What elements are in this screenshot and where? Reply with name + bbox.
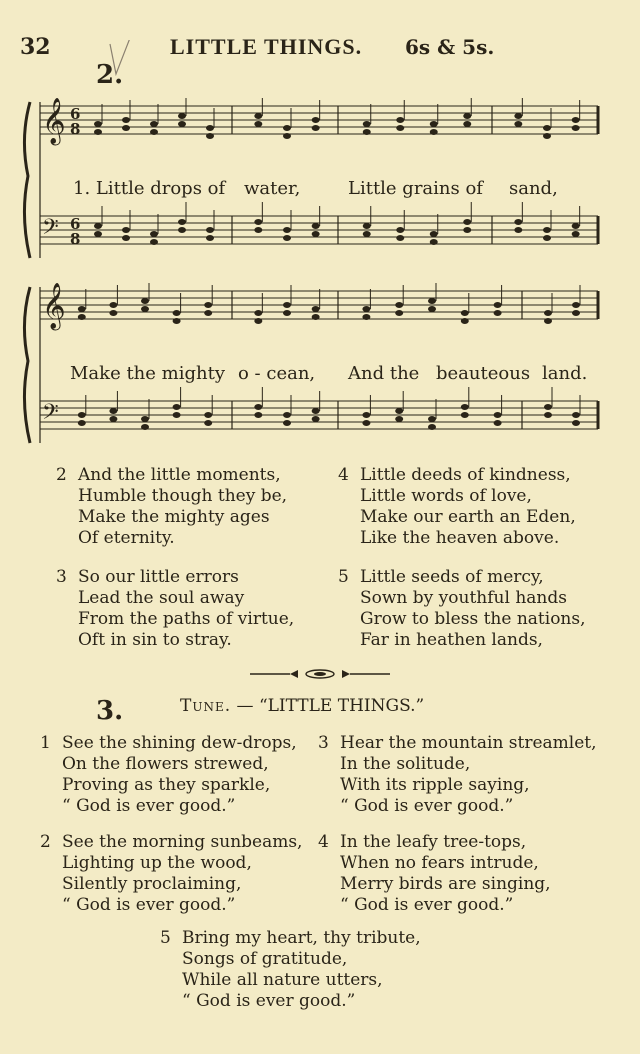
note-head <box>206 235 214 241</box>
verse-number: 2 <box>40 832 51 852</box>
note-head <box>543 125 551 131</box>
verse-line: “ God is ever good.” <box>340 895 514 915</box>
note-head <box>204 420 212 426</box>
note-head <box>428 416 436 422</box>
note-head <box>94 231 102 237</box>
note-head <box>254 113 262 119</box>
time-signature-bottom: 8 <box>70 120 81 138</box>
note-head <box>461 412 469 418</box>
note-head <box>78 412 86 418</box>
note-head <box>122 235 130 241</box>
note-head <box>94 223 102 229</box>
verse-number: 3 <box>318 733 329 753</box>
note-head <box>494 310 502 316</box>
verse-block <box>160 928 421 1012</box>
note-head <box>254 310 262 316</box>
verse-line: Make the mighty ages <box>78 507 270 527</box>
note-head <box>178 219 186 225</box>
note-head <box>206 133 214 139</box>
note-head <box>173 412 181 418</box>
lyric-segment: o - cean, <box>238 363 316 384</box>
verse-line: “ God is ever good.” <box>182 991 356 1011</box>
note-head <box>173 404 181 410</box>
lyric-segment: Little grains of <box>348 178 483 199</box>
verse-number: 5 <box>160 928 171 948</box>
note-head <box>122 227 130 233</box>
note-head <box>543 235 551 241</box>
note-head <box>362 412 370 418</box>
note-head <box>283 420 291 426</box>
note-head <box>312 223 320 229</box>
verse-line: When no fears intrude, <box>340 853 539 873</box>
note-head <box>430 239 438 245</box>
note-head <box>363 223 371 229</box>
note-head <box>78 420 86 426</box>
lyric-segment: land. <box>542 363 588 384</box>
note-head <box>122 125 130 131</box>
note-head <box>396 227 404 233</box>
lyric-line-2 <box>18 363 610 387</box>
verse-line: On the flowers strewed, <box>62 754 269 774</box>
note-head <box>283 302 291 308</box>
lyric-segment: sand, <box>509 178 558 199</box>
note-head <box>254 404 262 410</box>
note-head <box>494 412 502 418</box>
note-head <box>312 117 320 123</box>
note-head <box>430 129 438 135</box>
note-head <box>395 302 403 308</box>
verse-block <box>56 465 287 549</box>
verse-line: See the shining dew-drops, <box>62 733 297 753</box>
note-head <box>544 404 552 410</box>
note-head <box>428 424 436 430</box>
note-head <box>572 117 580 123</box>
tune-name: “LITTLE THINGS.” <box>258 696 425 716</box>
note-head <box>283 310 291 316</box>
lyric-segment: 1. Little drops of <box>73 178 226 199</box>
note-head <box>396 235 404 241</box>
verse-line: Merry birds are singing, <box>340 874 551 894</box>
note-head <box>514 113 522 119</box>
note-head <box>494 420 502 426</box>
verse-line: From the paths of virtue, <box>78 609 295 629</box>
verse-number: 3 <box>56 567 67 587</box>
lyric-line-1 <box>18 178 610 202</box>
verse-block <box>338 465 576 549</box>
page-meter: 6s & 5s. <box>405 35 495 59</box>
note-head <box>206 227 214 233</box>
note-head <box>109 408 117 414</box>
verse-number: 2 <box>56 465 67 485</box>
lyric-segment: And the <box>348 363 420 384</box>
note-head <box>461 404 469 410</box>
verse-line: While all nature utters, <box>182 970 383 990</box>
note-head <box>363 231 371 237</box>
note-head <box>396 117 404 123</box>
verse-line: Proving as they sparkle, <box>62 775 271 795</box>
note-head <box>283 125 291 131</box>
verse-line: So our little errors <box>78 567 239 587</box>
note-head <box>396 125 404 131</box>
verse-number: 1 <box>40 733 51 753</box>
verse-block <box>40 832 302 916</box>
verse-line: In the leafy tree-tops, <box>340 832 527 852</box>
note-head <box>362 314 370 320</box>
note-head <box>254 219 262 225</box>
verse-number: 4 <box>318 832 329 852</box>
treble-clef-icon: 𝄞 <box>42 98 66 144</box>
verse-line: With its ripple saying, <box>340 775 530 795</box>
note-head <box>572 420 580 426</box>
note-head <box>312 416 320 422</box>
note-head <box>428 306 436 312</box>
verse-line: Like the heaven above. <box>360 528 560 548</box>
lyric-segment: beauteous <box>436 363 531 384</box>
note-head <box>178 227 186 233</box>
note-head <box>178 121 186 127</box>
verse-line: Humble though they be, <box>78 486 288 506</box>
lyric-segment: water, <box>244 178 301 199</box>
verse-line: Hear the mountain streamlet, <box>340 733 597 753</box>
note-head <box>572 125 580 131</box>
verse-line: Sown by youthful hands <box>360 588 567 608</box>
note-head <box>204 412 212 418</box>
lyric-segment: Make the mighty <box>70 363 225 384</box>
note-head <box>173 310 181 316</box>
note-head <box>572 302 580 308</box>
note-head <box>283 235 291 241</box>
verse-block <box>56 567 294 651</box>
note-head <box>494 302 502 308</box>
verse-line: Of eternity. <box>78 528 175 548</box>
note-head <box>395 310 403 316</box>
note-head <box>141 416 149 422</box>
tune-dash: — <box>231 696 259 716</box>
tune-line <box>180 696 424 716</box>
note-head <box>141 424 149 430</box>
verse-line: Silently proclaiming, <box>62 874 242 894</box>
note-head <box>463 227 471 233</box>
note-head <box>254 318 262 324</box>
note-head <box>572 310 580 316</box>
verse-line: And the little moments, <box>78 465 281 485</box>
time-signature-top: 6 <box>70 215 81 233</box>
note-head <box>461 310 469 316</box>
hymn-3-number: 3. <box>96 696 124 726</box>
note-head <box>543 133 551 139</box>
note-head <box>173 318 181 324</box>
verse-line: Bring my heart, thy tribute, <box>182 928 421 948</box>
note-head <box>395 416 403 422</box>
page-title: LITTLE THINGS. <box>170 34 363 59</box>
verse-line: In the solitude, <box>340 754 471 774</box>
note-head <box>363 129 371 135</box>
note-head <box>312 125 320 131</box>
verse-line: Grow to bless the nations, <box>360 609 586 629</box>
verse-block <box>338 567 586 651</box>
verse-line: Make our earth an Eden, <box>360 507 576 527</box>
note-head <box>78 306 86 312</box>
note-head <box>363 121 371 127</box>
ornament-divider <box>250 668 390 680</box>
note-head <box>312 314 320 320</box>
time-signature-bottom: 8 <box>70 230 81 248</box>
hymn-2-number: 2. <box>96 60 124 90</box>
note-head <box>312 306 320 312</box>
note-head <box>572 412 580 418</box>
verse-block <box>318 832 551 916</box>
music-system-2 <box>18 283 610 455</box>
note-head <box>544 412 552 418</box>
verse-line: Lighting up the wood, <box>62 853 252 873</box>
bass-clef-icon: 𝄢 <box>42 215 59 245</box>
verse-line: See the morning sunbeams, <box>62 832 303 852</box>
note-head <box>463 219 471 225</box>
note-head <box>514 121 522 127</box>
note-head <box>312 408 320 414</box>
note-head <box>572 223 580 229</box>
note-head <box>362 420 370 426</box>
note-head <box>430 231 438 237</box>
note-head <box>428 298 436 304</box>
verse-line: Lead the soul away <box>78 588 245 608</box>
note-head <box>141 306 149 312</box>
treble-clef-icon: 𝄞 <box>42 283 66 329</box>
note-head <box>461 318 469 324</box>
verse-line: Songs of gratitude, <box>182 949 348 969</box>
verse-line: “ God is ever good.” <box>62 895 236 915</box>
note-head <box>544 310 552 316</box>
verse-number: 4 <box>338 465 349 485</box>
note-head <box>312 231 320 237</box>
note-head <box>514 227 522 233</box>
note-head <box>204 310 212 316</box>
note-head <box>150 121 158 127</box>
note-head <box>254 227 262 233</box>
note-head <box>254 412 262 418</box>
note-head <box>141 298 149 304</box>
note-head <box>514 219 522 225</box>
note-head <box>150 231 158 237</box>
note-head <box>463 113 471 119</box>
verse-block <box>318 733 597 817</box>
verse-line: “ God is ever good.” <box>62 796 236 816</box>
verse-number: 5 <box>338 567 349 587</box>
note-head <box>544 318 552 324</box>
tune-label: Tune. <box>180 696 232 716</box>
note-head <box>178 113 186 119</box>
verse-line: Little deeds of kindness, <box>360 465 571 485</box>
note-head <box>543 227 551 233</box>
note-head <box>109 416 117 422</box>
note-head <box>572 231 580 237</box>
note-head <box>150 239 158 245</box>
note-head <box>430 121 438 127</box>
note-head <box>122 117 130 123</box>
verse-line: Little words of love, <box>360 486 532 506</box>
note-head <box>94 121 102 127</box>
note-head <box>283 227 291 233</box>
note-head <box>109 310 117 316</box>
music-system-1 <box>18 98 610 270</box>
note-head <box>254 121 262 127</box>
note-head <box>463 121 471 127</box>
note-head <box>78 314 86 320</box>
note-head <box>109 302 117 308</box>
note-head <box>362 306 370 312</box>
verse-line: Oft in sin to stray. <box>78 630 232 650</box>
note-head <box>150 129 158 135</box>
verse-line: Far in heathen lands, <box>360 630 543 650</box>
note-head <box>206 125 214 131</box>
note-head <box>283 133 291 139</box>
bass-clef-icon: 𝄢 <box>42 400 59 430</box>
page-number: 32 <box>20 34 51 60</box>
note-head <box>395 408 403 414</box>
verse-block <box>40 733 297 817</box>
verse-line: “ God is ever good.” <box>340 796 514 816</box>
note-head <box>94 129 102 135</box>
time-signature-top: 6 <box>70 105 81 123</box>
note-head <box>204 302 212 308</box>
verse-line: Little seeds of mercy, <box>360 567 544 587</box>
note-head <box>283 412 291 418</box>
